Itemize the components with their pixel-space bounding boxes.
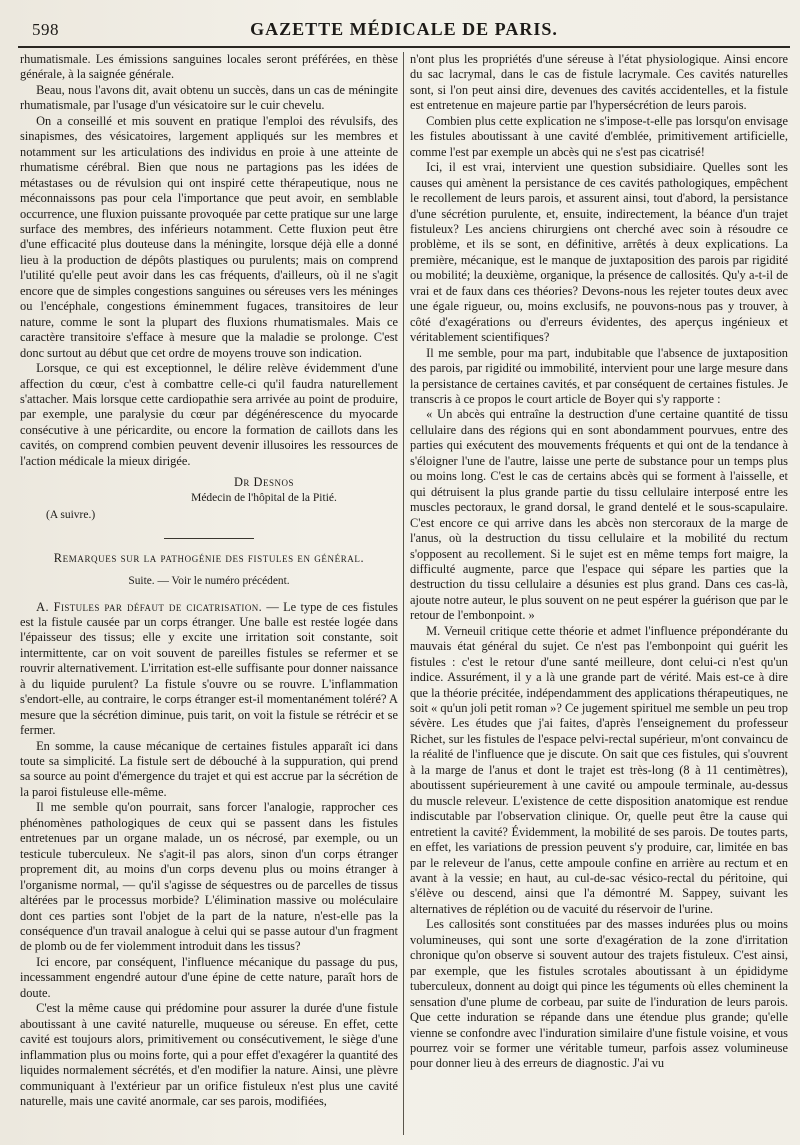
paragraph: En somme, la cause mécanique de certaines fistules apparaît ici dans toute sa simplicité. La fistule sert de débouché à la suppuration, qui prend sa source au point d'émergence du trajet et qui est accrue par la sécrétion de la paroi fistuleuse elle-même.	[20, 738, 398, 799]
author-title: Médecin de l'hôpital de la Pitié.	[191, 491, 337, 504]
article-subtitle: Suite. — Voir le numéro précédent.	[128, 575, 290, 588]
paragraph: M. Verneuil critique cette théorie et admet l'influence prépondérante du mauvais état général du sujet. Ce n'est pas l'embonpoint qui guérit les fistules : c'est le retour d'une santé meilleure, dont celui-ci n'est qu'un indice. Assurément, il y a là une grande part de vérité. Mais est-ce à dire que la théorie précitée, indépendamment des applications thérapeutiques, ne soit « qu'un joli petit roman »? Ce jugement spirituel me semble un peu trop sévère. Les études que j'ai faites, d'après l'enseignement du professeur Richet, sur les fistules de l'espace pelvi-rectal supérieur, m'ont convaincu de la réalité de l'influence que je discute. On sait que ces fistules, qui s'ouvrent à la marge de l'anus et dont le trajet est très-long (8 à 11 centimètres), aboutissent supérieurement à une cavité ou ampoule terminale, au-dessus du muscle releveur. L'existence de cette disposition anatomique est rendue indiscutable par l'observation clinique. Or, quelle peut être la cause qui entretient la cavité? Évidemment, la mobilité de ses parois. De toutes parts, en effet, les variations de pression peuvent s'y produire, car, limitée en bas par le releveur de l'anus, cette ampoule confine en arrière au rectum et en avant à la vessie; en haut, au cul-de-sac vésico-rectal du péritoine, qui s'élève ou descend, ainsi que l'a démontré M. Sappey, suivant les alternatives de réplétion ou de vacuité du réservoir de l'urine.	[410, 623, 788, 916]
paragraph	[20, 600, 398, 739]
paragraph: Ici encore, par conséquent, l'influence mécanique du passage du pus, incessamment engendré autour d'une épine de cette nature, paraît hors de doute.	[20, 954, 398, 1000]
paragraph: On a conseillé et mis souvent en pratique l'emploi des révulsifs, des sinapismes, des vésicatoires, largement appliqués sur les membres et notamment sur les articulations des individus en proie à une atteinte de rhumatisme cérébral. Bien que nous ne partagions pas les idées de métastases ou de révulsion qui ont inspiré cette thérapeutique, nous ne méconnaissons pas pour cela l'importance que peut avoir, en semblable occurrence, une fluxion puissante provoquée par cette pratique sur une large surface des membres, des inférieurs notamment. Cette fluxion peut être d'une efficacité plus douteuse dans la méningite, lorsque déjà elle a donné lieu à la production de dépôts plastiques ou purulents; mais on comprend l'utilité qu'elle peut avoir dans les cas fréquents, d'ailleurs, où il ne s'agit encore que de simples congestions sanguines ou séreuses vers les méninges ou l'encéphale, congestions éminemment fugaces, transitoires de leur nature, comme le sont la plupart des fluxions rhumatismales. Mais ce caractère transitoire s'efface à mesure que la maladie se prolonge. C'est donc surtout au début que cet ordre de moyens trouve son indication.	[20, 113, 398, 360]
section-lead: A. Fistules par défaut de cicatrisation.	[36, 599, 263, 614]
section-divider	[164, 538, 254, 539]
paragraph: Il me semble qu'on pourrait, sans forcer l'analogie, rapprocher ces phénomènes pathologiques de ceux qui se passent dans les fistules entretenues par un organe malade, un os nécrosé, par exemple, ou un testicule tuberculeux. Ne s'agit-il pas alors, sinon d'un corps étranger proprement dit, au moins d'un corps devenu plus ou moins étranger à l'organisme normal, — qu'il s'agisse de séquestres ou de parcelles de tissus altérées par le processus morbide? L'élimination massive ou moléculaire dont ces parties sont l'objet de la part de la nature, n'est-elle pas la conséquence d'un travail analogue à celui qui se passe autour d'un fragment de plomb ou de fer violemment introduit dans les tissus?	[20, 800, 398, 954]
left-column	[20, 52, 398, 1137]
author-signature: Dr Desnos	[233, 475, 294, 490]
paragraph: Combien plus cette explication ne s'impose-t-elle pas lorsqu'on envisage les fistules aboutissant à une cavité d'emblée, primitivement artificielle, comme l'est par exemple un abcès qui ne s'est pas cicatrisé!	[410, 113, 788, 159]
paragraph: Ici, il est vrai, intervient une question subsidiaire. Quelles sont les causes qui amènent la persistance de ces cavités pathologiques, empêchent le recollement de leurs parois, et assurent ainsi, tout d'abord, la persistance d'une sécrétion purulente, et, ensuite, indirectement, la béance d'un trajet fistuleux? Les anciens chirurgiens ont cherché avec soin à résoudre ce problème, et ils se sont, en définitive, arrêtés à deux explications. La première, mécanique, est le manque de juxtaposition des parois par rigidité ou mobilité; la deuxième, organique, la présence de callosités. Qu'y a-t-il de vrai et de faux dans ces théories? Devons-nous les rejeter toutes deux avec une égale rigueur, ou, moins exclusifs, ne pouvons-nous pas y trouver, à côté d'exagérations ou d'erreurs évidentes, des aperçus ingénieux et véritablement scientifiques?	[410, 160, 788, 345]
paragraph: « Un abcès qui entraîne la destruction d'une certaine quantité de tissu cellulaire dans des régions qui en sont abondamment pourvues, entre des parties qui exécutent des mouvements fréquents et qui ont de la tendance à s'éloigner l'une de l'autre, laisse une perte de substance pour un temps plus ou moins long. C'est le cas de certains abcès qui se forment à l'aisselle, et qui détruisent la plus grande partie du tissu cellulaire interposé entre les muscles pectoraux, le grand dorsal, le grand dentelé et le sous-scapulaire. C'est encore ce qui arrive dans les abcès non stercoraux de la marge de l'anus, où la destruction du tissu cellulaire et la mobilité du rectum s'opposent au recollement. Si le sujet est en même temps fort maigre, la difficulté augmente, parce que l'espace qui sépare les parties que la destruction du tissu cellulaire a désunies est plus grand. Dans ces cas-là, ajoute notre auteur, le plus souvent on ne peut espérer la guérison que par le retour de l'embonpoint. »	[410, 407, 788, 623]
right-column	[410, 52, 788, 1137]
column-divider	[403, 52, 404, 1135]
paragraph: C'est la même cause qui prédomine pour assurer la durée d'une fistule aboutissant à une cavité naturelle, muqueuse ou séreuse. En effet, cette cavité est toujours alors, primitivement ou consécutivement, le siège d'une inflammation plus ou moins forte, qui a pour effet d'exagérer la quantité des liquides normalement sécrétés, et d'en modifier la nature. Ainsi, une plèvre communiquant à l'extérieur par un orifice fistuleux n'est plus une cavité naturelle, mais une cavité anormale, car ses parois, modifiées,	[20, 1001, 398, 1108]
paragraph: Les callosités sont constituées par des masses indurées plus ou moins volumineuses, qui sont une sorte d'exagération de la zone d'irritation chronique qu'on observe si souvent autour des trajets fistuleux. C'est ainsi, par exemple, que les fistules scrotales aboutissant à un épididyme tuberculeux, donnent au doigt qui pince les téguments où elles cheminent la sensation d'une plume de corbeau, par suite de l'induration de leurs parois. Que cette induration se répande dans une étendue plus grande; qu'elle vienne se confondre avec l'induration similaire d'une fistule voisine, et vous pourrez voir se former une véritable tumeur, parfois assez volumineuse pour donner lieu à des erreurs de diagnostic. J'ai vu	[410, 917, 788, 1071]
paragraph-text: — Le type de ces fistules est la fistule causée par un corps étranger. Une balle est restée logée dans l'épaisseur des tissus; elle y excite une irritation soit constante, soit intermittente, car on voit souvent de pareilles fistules se refermer et se rouvrir alternativement. L'irritation est-elle suffisante pour donner naissance à du liquide purulent? La fistule s'ouvre ou se rouvre. L'inflammation s'endort-elle, au contraire, le corps étranger est-il momentanément toléré? A mesure que la sécrétion diminue, puis tarit, on voit la fistule se rétrécir et se fermer.	[20, 599, 399, 738]
journal-title: GAZETTE MÉDICALE DE PARIS.	[250, 19, 558, 39]
paragraph: Lorsque, ce qui est exceptionnel, le délire relève évidemment d'une affection du cœur, c'est à combattre celle-ci qu'il faudra naturellement s'attacher. Mais lorsque cette cardiopathie sera arrivée au point de produire, par exemple, une paralysie du cœur par dégénérescence du myocarde consécutive à une péricardite, ou encore la formation de caillots dans les cavités, on comprend combien peuvent devenir illusoires les ressources de l'action médicale la mieux dirigée.	[20, 361, 398, 468]
paragraph: Beau, nous l'avons dit, avait obtenu un succès, dans un cas de méningite rhumatismale, par l'usage d'un vésicatoire sur le cuir chevelu.	[20, 82, 398, 113]
paragraph: rhumatismale. Les émissions sanguines locales seront préférées, en thèse générale, à la saignée générale.	[20, 52, 398, 82]
paragraph: n'ont plus les propriétés d'une séreuse à l'état physiologique. Ainsi encore du sac lacrymal, dans le cas de fistule lacrymale. Ces cavités naturelles sont, si l'on peut ainsi dire, devenues des cavités accidentelles, et la fistule est entretenue en majeure partie par l'hypersécrétion de leurs parois.	[410, 52, 788, 113]
article-title: Remarques sur la pathogénie des fistules en général.	[53, 550, 365, 565]
to-be-continued-note: (A suivre.)	[46, 509, 96, 522]
page-number: 598	[32, 20, 59, 39]
page-header	[18, 16, 790, 48]
paragraph: Il me semble, pour ma part, indubitable que l'absence de juxtaposition des parois, par rigidité ou immobilité, intervient pour une large mesure dans la persistance de certaines cavités, et par conséquent de certaines fistules. Je transcris à ce propos le court article de Boyer qui s'y rapporte :	[410, 345, 788, 406]
